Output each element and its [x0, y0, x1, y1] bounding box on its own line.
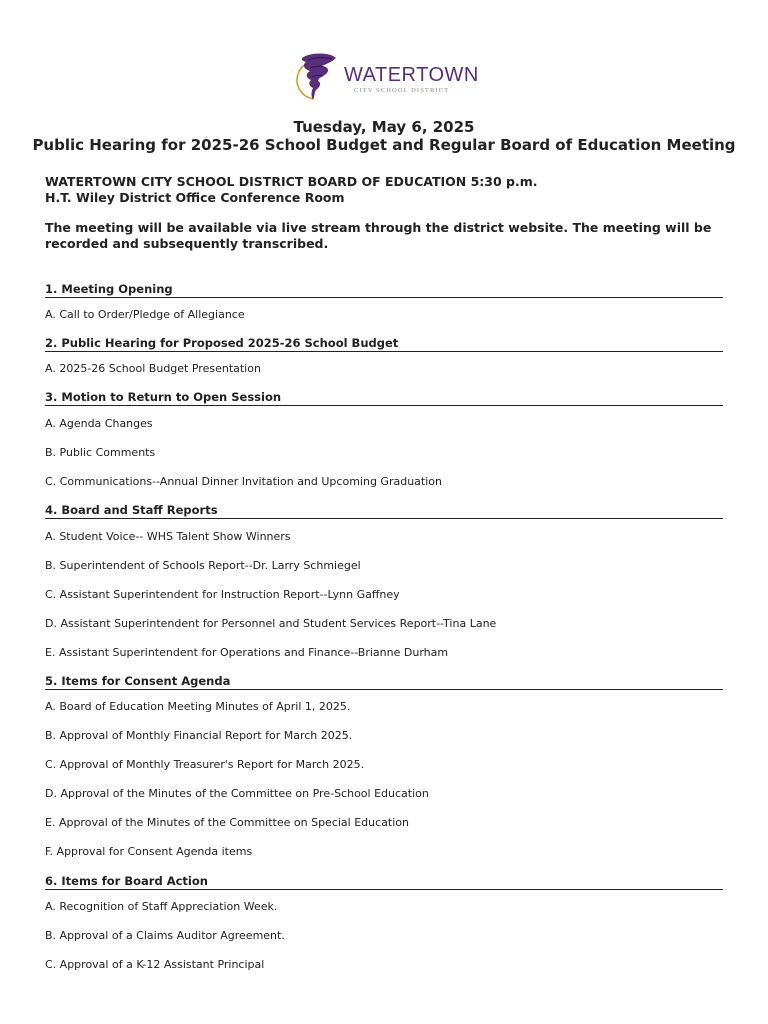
- agenda-item: E. Approval of the Minutes of the Committee on Special Education: [45, 816, 409, 829]
- location-line: H.T. Wiley District Office Conference Room: [45, 190, 345, 205]
- agenda-item: B. Superintendent of Schools Report--Dr. Larry Schmiegel: [45, 559, 361, 572]
- agenda-item: A. Call to Order/Pledge of Allegiance: [45, 308, 245, 321]
- logo-subtitle: CITY SCHOOL DISTRICT: [354, 87, 450, 94]
- stream-note: The meeting will be available via live stream through the district website. The meeting will be recorded and subsequently transcribed.: [45, 220, 712, 251]
- agenda-item: B. Approval of Monthly Financial Report for March 2025.: [45, 729, 353, 742]
- board-time-line: WATERTOWN CITY SCHOOL DISTRICT BOARD OF EDUCATION 5:30 p.m.: [45, 174, 538, 189]
- agenda-item: A. Student Voice-- WHS Talent Show Winners: [45, 530, 291, 543]
- agenda-item: B. Approval of a Claims Auditor Agreement.: [45, 929, 285, 942]
- agenda-item: A. Board of Education Meeting Minutes of April 1, 2025.: [45, 700, 351, 713]
- section-heading: 6. Items for Board Action: [45, 874, 723, 890]
- section-heading: 4. Board and Staff Reports: [45, 503, 723, 519]
- section-heading: 2. Public Hearing for Proposed 2025-26 School Budget: [45, 336, 723, 352]
- agenda-item: C. Communications--Annual Dinner Invitation and Upcoming Graduation: [45, 475, 442, 488]
- meeting-title: Public Hearing for 2025-26 School Budget and Regular Board of Education Meeting: [32, 136, 736, 154]
- section-heading: 1. Meeting Opening: [45, 282, 723, 298]
- meeting-info: [45, 174, 735, 206]
- agenda-item: C. Approval of Monthly Treasurer's Report for March 2025.: [45, 758, 365, 771]
- agenda-item: E. Assistant Superintendent for Operations and Finance--Brianne Durham: [45, 646, 449, 659]
- agenda-item: A. Recognition of Staff Appreciation Week.: [45, 900, 278, 913]
- agenda-item: A. Agenda Changes: [45, 417, 153, 430]
- section-heading: 3. Motion to Return to Open Session: [45, 390, 723, 406]
- agenda-item: A. 2025-26 School Budget Presentation: [45, 362, 261, 375]
- agenda-item: D. Approval of the Minutes of the Committee on Pre-School Education: [45, 787, 429, 800]
- agenda-item: C. Assistant Superintendent for Instruction Report--Lynn Gaffney: [45, 588, 400, 601]
- meeting-date: Tuesday, May 6, 2025: [293, 118, 475, 136]
- section-heading: 5. Items for Consent Agenda: [45, 674, 723, 690]
- agenda-item: C. Approval of a K-12 Assistant Principal: [45, 958, 265, 971]
- tornado-logo-icon: [296, 50, 340, 108]
- district-logo: [296, 50, 479, 108]
- page-title: [0, 118, 768, 154]
- agenda-item: D. Assistant Superintendent for Personnel and Student Services Report--Tina Lane: [45, 617, 497, 630]
- logo-wordmark: WATERTOWN: [344, 64, 479, 86]
- agenda-item: F. Approval for Consent Agenda items: [45, 845, 253, 858]
- agenda-item: B. Public Comments: [45, 446, 156, 459]
